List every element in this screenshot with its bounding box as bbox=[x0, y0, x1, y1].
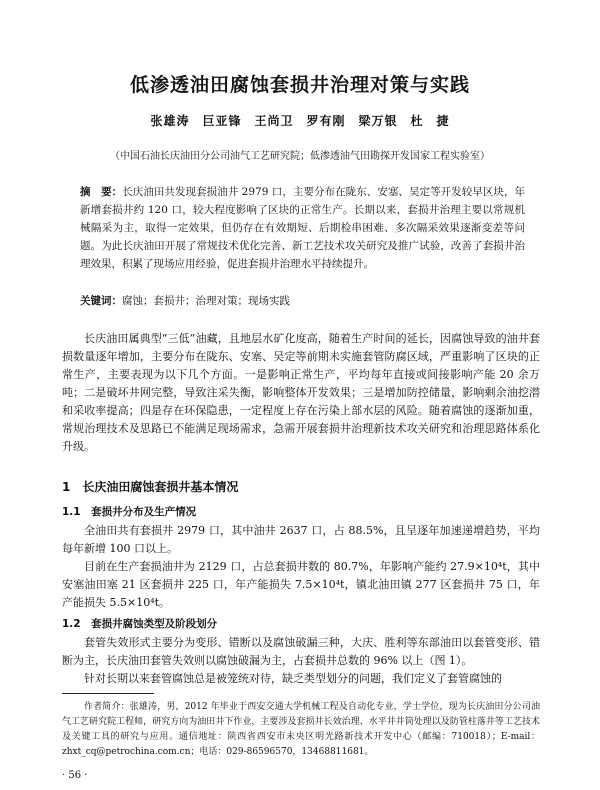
paragraph-well-count: 全油田共有套损井 2979 口，其中油井 2637 口，占 88.5%，且呈逐年加速递增趋势，平均每年新增 100 口以上。 bbox=[62, 524, 540, 555]
section-heading-1-1: 1.1 套损井分布及生产情况 bbox=[62, 506, 197, 518]
paragraph-production: 目前在生产套损油井为 2129 口，占总套损井数的 80.7%，年影响产能约 27.9×10⁴t，其中安塞油田塞 21 区套损井 225 口，年产能损失 7.5×10⁴t，镇北油田镇 277 区套损井 75 口，年产能损失 5.5×10⁴t。 bbox=[62, 560, 540, 609]
section-heading-1: 1 长庆油田腐蚀套损井基本情况 bbox=[62, 480, 239, 494]
paragraph-corrosion-definition: 针对长期以来套管腐蚀总是被笼统对待，缺乏类型划分的问题，我们定义了套管腐蚀的 bbox=[84, 672, 502, 685]
affiliation: （中国石油长庆油田分公司油气工艺研究院；低渗透油气田勘探开发国家工程实验室） bbox=[110, 151, 490, 162]
paper-title: 低渗透油田腐蚀套损井治理对策与实践 bbox=[129, 74, 470, 96]
paragraph-failure-types: 套管失效形式主要分为变形、错断以及腐蚀破漏三种，大庆、胜利等东部油田以套管变形、错断为主，长庆油田套管失效则以腐蚀破漏为主，占套损井总数的 96% 以上（图 1）。 bbox=[62, 636, 540, 667]
abstract-label: 摘 要： bbox=[80, 186, 123, 198]
author-footnote: 作者简介：张雄涛，男，2012 年毕业于西安交通大学机械工程及自动化专业，学士学位，现为长庆油田分公司油气工艺研究院工程师，研究方向为油田井下作业，主要涉及套损井长效治理、水平井井筒处理以及防管柱落井等工艺技术及关键工具的研究与应用。通信地址：陕西省西安市未央区明光路新技术开发中心（邮编：710018）；E-mail：zhxt_cq@petrochina.com.cn；电话：029-86596570，13468811681。 bbox=[62, 702, 540, 757]
abstract bbox=[80, 183, 525, 273]
intro-paragraph: 长庆油田属典型“三低”油藏，且地层水矿化度高，随着生产时间的延长，因腐蚀导致的油井套损数量逐年增加，主要分布在陇东、安塞、吴定等前期未实施套管防腐区域，严重影响了区块的正常生产，主要表现为以下几个方面。一是影响正常生产，平均每年直接或间接影响产能 20 余万吨；二是破坏井网完整，导致注采失衡，影响整体开发效果；三是增加防控储量，影响剩余油挖潜和采收率提高；四是存在环保隐患，一定程度上存在污染上部水层的风险。随着腐蚀的逐渐加重，常规治理技术及思路已不能满足现场需求，急需开展套损井治理新技术攻关研究和治理思路体系化升级。 bbox=[62, 332, 540, 453]
keywords bbox=[80, 293, 525, 308]
abstract-text: 长庆油田共发现套损油井 2979 口，主要分布在陇东、安塞、吴定等开发较早区块，年新增套损井约 120 口，较大程度影响了区块的正常生产。长期以来，套损井治理主要以常规机械隔采为主，取得一定效果，但仍存在有效期短、后期检串困难、多次隔采效果逐渐变差等问题。为此长庆油田开展了常规技术优化完善、新工艺技术攻关研究及推广试验，改善了套损井治理效果，积累了现场应用经验，促进套损井治理水平持续提升。 bbox=[80, 186, 525, 270]
author-list: 张雄涛 巨亚锋 王尚卫 罗有刚 梁万银 杜 捷 bbox=[150, 114, 450, 128]
keywords-text: 腐蚀；套损井；治理对策；现场实践 bbox=[122, 295, 290, 307]
section-heading-1-2: 1.2 套损井腐蚀类型及阶段划分 bbox=[62, 618, 218, 630]
keywords-label: 关键词： bbox=[80, 295, 122, 307]
page-number: · 56 · bbox=[62, 770, 88, 781]
footnote-divider bbox=[62, 693, 154, 694]
